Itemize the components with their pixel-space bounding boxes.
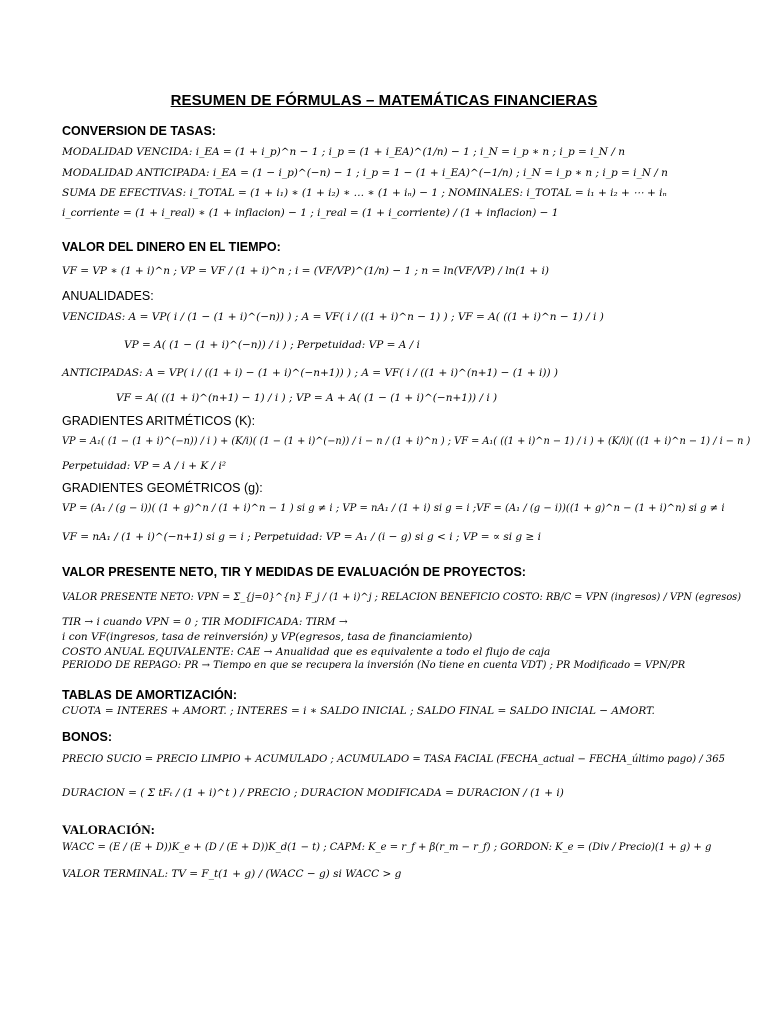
section-amortizacion-heading: TABLAS DE AMORTIZACIÓN: (62, 688, 237, 702)
formula-gradiente-aritmetico: VP = A₁( (1 − (1 + i)^(−n)) / i ) + (K/i)( (1 − (1 + i)^(−n)) / i − n / (1 + i)^n ) ; VF = A₁( ((1 + i)^n − 1) / i ) + (K/i)( ((1 + i)^n − 1) / i − n ) (62, 436, 751, 447)
section-gradientes-geometricos-heading: GRADIENTES GEOMÉTRICOS (g): (62, 481, 263, 495)
formula-gradiente-geometrico-vp: VP = (A₁ / (g − i))( (1 + g)^n / (1 + i)^n − 1 ) si g ≠ i ; VP = nA₁ / (1 + i) si g = i ;VF = (A₁ / (g − i))((1 + g)^n − (1 + i)^n) si g ≠ i (62, 503, 725, 514)
formula-anticipadas-vf-vp: VF = A( ((1 + i)^(n+1) − 1) / i ) ; VP = A + A( (1 − (1 + i)^(−n+1)) / i ) (116, 392, 498, 404)
formula-suma-efectivas: SUMA DE EFECTIVAS: i_TOTAL = (1 + i₁) ∗ (1 + i₂) ∗ … ∗ (1 + iₙ) − 1 ; NOMINALES: i_TOTAL = i₁ + i₂ + ⋯ + iₙ (62, 187, 667, 199)
formula-valor-dinero: VF = VP ∗ (1 + i)^n ; VP = VF / (1 + i)^n ; i = (VF/VP)^(1/n) − 1 ; n = ln(VF/VP) / ln(1 + i) (62, 265, 550, 277)
formula-modalidad-vencida: MODALIDAD VENCIDA: i_EA = (1 + i_p)^n − 1 ; i_p = (1 + i_EA)^(1/n) − 1 ; i_N = i_p ∗ n ; i_p = i_N / n (62, 146, 625, 158)
section-gradientes-aritmeticos-heading: GRADIENTES ARITMÉTICOS (K): (62, 414, 256, 428)
formula-tir: TIR → i cuando VPN = 0 ; TIR MODIFICADA: TIRM → (62, 616, 348, 628)
formula-wacc: WACC = (E / (E + D))K_e + (D / (E + D))K_d(1 − t) ; CAPM: K_e = r_f + β(r_m − r_f) ; GORDON: K_e = (Div / Precio)(1 + g) + g (62, 842, 712, 853)
section-valor-dinero-heading: VALOR DEL DINERO EN EL TIEMPO: (62, 240, 281, 254)
section-vpn-heading: VALOR PRESENTE NETO, TIR Y MEDIDAS DE EVALUACIÓN DE PROYECTOS: (62, 565, 526, 579)
formula-anualidades-vencidas: VENCIDAS: A = VP( i / (1 − (1 + i)^(−n)) ) ; A = VF( i / ((1 + i)^n − 1) ) ; VF = A( ((1 + i)^n − 1) / i ) (62, 311, 604, 323)
formula-gradiente-geometrico-vf: VF = nA₁ / (1 + i)^(−n+1) si g = i ; Perpetuidad: VP = A₁ / (i − g) si g < i ; VP = ∝ si g ≥ i (62, 531, 541, 543)
formula-cae: COSTO ANUAL EQUIVALENTE: CAE → Anualidad que es equivalente a todo el flujo de caja (62, 646, 551, 658)
formula-vpn: VALOR PRESENTE NETO: VPN = Σ_{j=0}^{n} F_j / (1 + i)^j ; RELACION BENEFICIO COSTO: RB/C = VPN (ingresos) / VPN (egresos) (62, 592, 741, 603)
formula-duracion: DURACION = ( Σ tFₜ / (1 + i)^t ) / PRECIO ; DURACION MODIFICADA = DURACION / (1 + i) (62, 787, 564, 799)
formula-periodo-repago: PERIODO DE REPAGO: PR → Tiempo en que se recupera la inversión (No tiene en cuenta VDT) ; PR Modificado = VPN/PR (62, 660, 686, 671)
formula-anualidades-anticipadas: ANTICIPADAS: A = VP( i / ((1 + i) − (1 + i)^(−n+1)) ) ; A = VF( i / ((1 + i)^(n+1) − (1 + i)) ) (62, 367, 558, 379)
document-title: RESUMEN DE FÓRMULAS – MATEMÁTICAS FINANCIERAS (170, 92, 598, 109)
formula-gradiente-perpetuidad: Perpetuidad: VP = A / i + K / i² (62, 460, 227, 472)
formula-modalidad-anticipada: MODALIDAD ANTICIPADA: i_EA = (1 − i_p)^(−n) − 1 ; i_p = 1 − (1 + i_EA)^(−1/n) ; i_N = i_p ∗ n ; i_p = i_N / n (62, 167, 668, 179)
formula-amortizacion: CUOTA = INTERES + AMORT. ; INTERES = i ∗ SALDO INICIAL ; SALDO FINAL = SALDO INICIAL − AMORT. (62, 705, 655, 717)
section-bonos-heading: BONOS: (62, 730, 112, 744)
formula-vp-perpetuidad: VP = A( (1 − (1 + i)^(−n)) / i ) ; Perpetuidad: VP = A / i (124, 339, 420, 351)
formula-tasa-real: i_corriente = (1 + i_real) ∗ (1 + inflacion) − 1 ; i_real = (1 + i_corriente) / (1 + inflacion) − 1 (62, 207, 559, 219)
formula-tirm: i con VF(ingresos, tasa de reinversión) y VP(egresos, tasa de financiamiento) (62, 631, 473, 643)
formula-precio-sucio: PRECIO SUCIO = PRECIO LIMPIO + ACUMULADO ; ACUMULADO = TASA FACIAL (FECHA_actual − FECHA_último pago) / 365 (62, 754, 725, 765)
section-anualidades-heading: ANUALIDADES: (62, 289, 154, 303)
section-valoracion-heading: VALORACIÓN: (62, 822, 155, 837)
formula-valor-terminal: VALOR TERMINAL: TV = F_t(1 + g) / (WACC − g) si WACC > g (62, 868, 402, 880)
section-conversion-heading: CONVERSION DE TASAS: (62, 124, 216, 138)
